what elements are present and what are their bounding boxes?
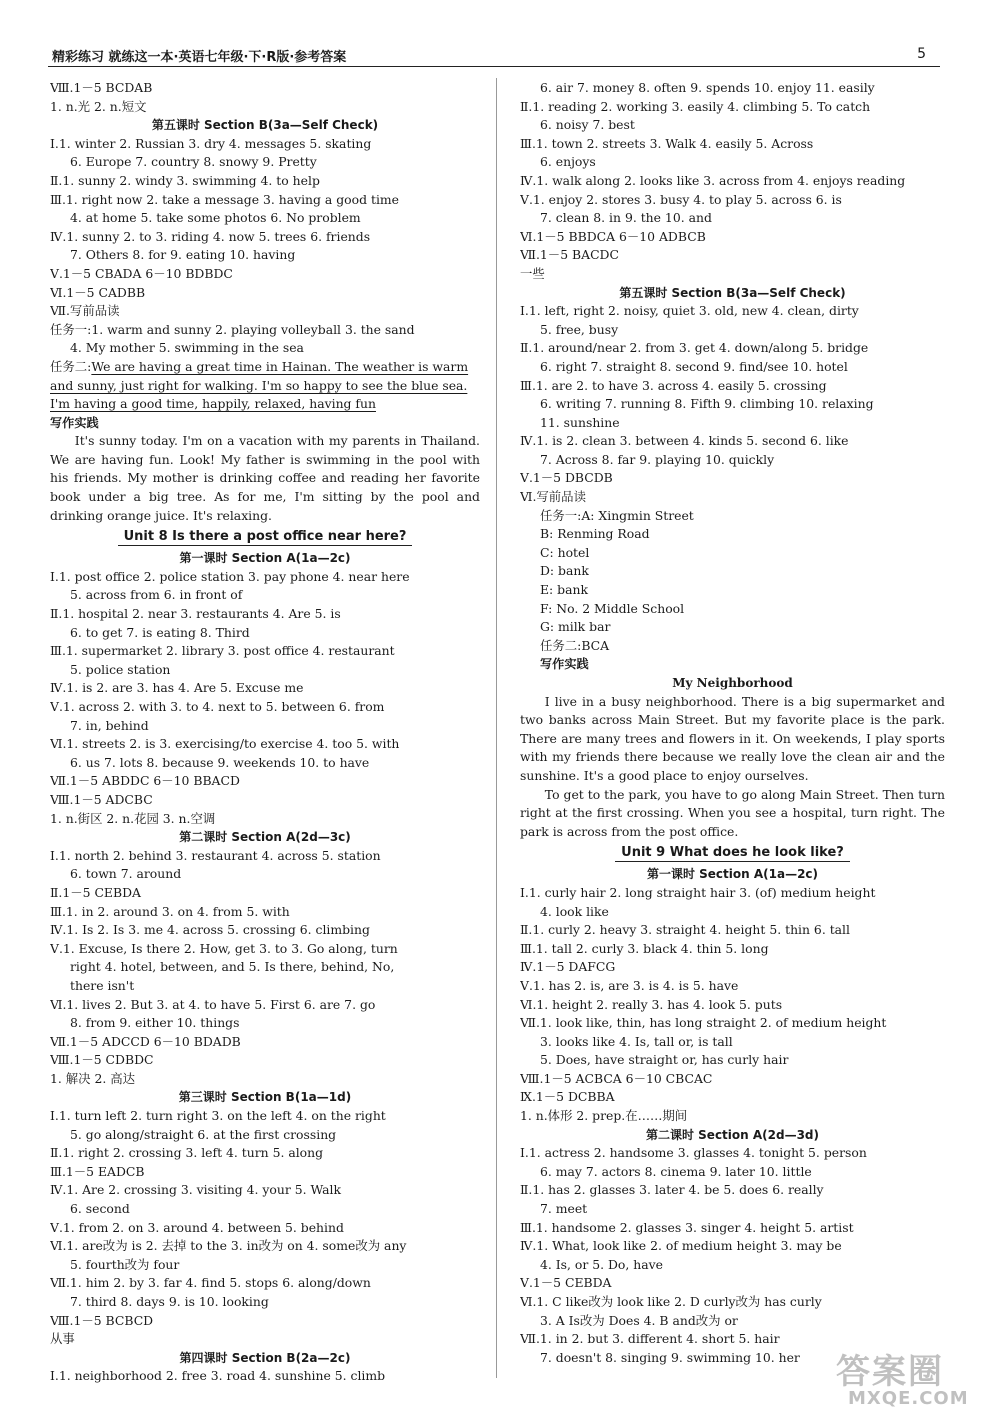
answer-lines-left-top: [50, 79, 480, 358]
unit-8-label: Unit 8 Is there a post office near here?: [118, 529, 413, 546]
task2-block: [50, 358, 480, 414]
task2-text: We are having a great time in Hainan. The weather is warm and sunny, just right for walking. I'm so happy to see the blue sea. I'm having a good time, happily, relaxed, having fun: [50, 358, 469, 412]
answer-line: 5. across from 6. in front of: [70, 587, 243, 603]
answer-line: 8. from 9. either 10. things: [70, 1015, 240, 1031]
answer-line: Ⅴ.1－5 CBADA 6－10 BDBDC: [50, 265, 233, 281]
answer-lines-left-bottom: [50, 549, 480, 1386]
answer-line: Ⅷ.1－5 BCBCD: [50, 1312, 154, 1328]
answer-line: Ⅳ.1. What, look like 2. of medium height 3. may be: [520, 1238, 842, 1254]
column-divider: [496, 78, 497, 1378]
answer-line: Ⅱ.1. sunny 2. windy 3. swimming 4. to help: [50, 172, 320, 188]
answer-line: 一些: [520, 265, 545, 281]
task2-label: 任务二:: [50, 358, 92, 374]
answer-line: Ⅲ.1. town 2. streets 3. Walk 4. easily 5. Across: [520, 135, 814, 151]
answer-line: Ⅴ.1. across 2. with 3. to 4. next to 5. between 6. from: [50, 699, 385, 714]
answer-line: Ⅶ.写前品读: [50, 303, 120, 319]
answer-line: 5. go along/straight 6. at the first crossing: [70, 1126, 337, 1142]
answer-line: 任务一:1. warm and sunny 2. playing volleyball 3. the sand: [50, 321, 415, 337]
answer-line: 6. us 7. lots 8. because 9. weekends 10. to have: [70, 754, 370, 770]
answer-line: Ⅵ.1. C like改为 look like 2. D curly改为 has curly: [520, 1294, 822, 1309]
answer-line: 第五课时 Section B(3a—Self Check): [151, 118, 379, 133]
unit-9-title: [520, 841, 945, 865]
answer-line: there isn't: [70, 977, 135, 993]
answer-line: Ⅴ.1－5 DBCDB: [520, 470, 613, 486]
answer-line: 第一课时 Section A(1a—2c): [646, 867, 819, 882]
answer-line: Ⅱ.1－5 CEBDA: [50, 884, 141, 900]
answer-line: 7. meet: [540, 1201, 588, 1217]
answer-line: 6. Europe 7. country 8. snowy 9. Pretty: [70, 154, 317, 170]
answer-line: B: Renming Road: [540, 526, 650, 542]
answer-line: Ⅸ.1－5 DCBBA: [520, 1089, 615, 1105]
answer-line: Ⅶ.1. him 2. by 3. far 4. find 5. stops 6. along/down: [50, 1275, 371, 1291]
answer-line: Ⅱ.1. hospital 2. near 3. restaurants 4. Are 5. is: [50, 606, 341, 622]
answer-line: Ⅶ.1－5 ADCCD 6－10 BDADB: [50, 1033, 241, 1049]
answer-line: 4. Is, or 5. Do, have: [540, 1256, 663, 1272]
answer-line: Ⅲ.1. right now 2. take a message 3. having a good time: [50, 191, 399, 207]
answer-line: Ⅱ.1. has 2. glasses 3. later 4. be 5. does 6. really: [520, 1182, 824, 1198]
answer-line: Ⅴ.1. has 2. is, are 3. is 4. is 5. have: [520, 977, 739, 993]
answer-line: 5. free, busy: [540, 321, 619, 337]
answer-line: 6. air 7. money 8. often 9. spends 10. enjoy 11. easily: [540, 80, 875, 95]
answer-line: Ⅴ.1－5 CEBDA: [520, 1275, 612, 1291]
answer-line: 写作实践: [540, 657, 589, 672]
answer-line: 6. second: [70, 1201, 130, 1217]
watermark-bottom-text: MXQE.COM: [848, 1388, 969, 1409]
answer-line: 4. look like: [540, 903, 609, 919]
answer-line: Ⅲ.1. in 2. around 3. on 4. from 5. with: [50, 903, 290, 919]
header-title: 精彩练习 就练这一本·英语七年级·下·R版·参考答案: [52, 50, 347, 65]
answer-line: 任务二:BCA: [540, 637, 610, 653]
answer-line: Ⅱ.1. right 2. crossing 3. left 4. turn 5. along: [50, 1145, 324, 1161]
unit-9-label: Unit 9 What does he look like?: [615, 845, 850, 862]
answer-line: 7. in, behind: [70, 717, 149, 733]
answer-line: Ⅰ.1. actress 2. handsome 3. glasses 4. tonight 5. person: [520, 1145, 867, 1161]
answer-lines-right-top: [520, 79, 945, 674]
answer-line: Ⅵ.写前品读: [520, 489, 586, 505]
answer-line: Ⅵ.1. height 2. really 3. has 4. look 5. puts: [520, 996, 783, 1012]
answer-line: Ⅷ.1－5 CDBDC: [50, 1052, 154, 1068]
answer-line: Ⅷ.1－5 BCDAB: [50, 80, 153, 95]
answer-line: 7. Others 8. for 9. eating 10. having: [70, 247, 296, 263]
answer-line: 11. sunshine: [540, 414, 620, 430]
answer-line: 3. A Is改为 Does 4. B and改为 or: [540, 1312, 738, 1328]
answer-line: 第二课时 Section A(2d—3d): [645, 1127, 820, 1142]
answer-line: Ⅱ.1. curly 2. heavy 3. straight 4. height 5. thin 6. tall: [520, 922, 850, 938]
answer-line: Ⅵ.1. streets 2. is 3. exercising/to exercise 4. too 5. with: [50, 736, 400, 752]
answer-line: Ⅶ.1. in 2. but 3. different 4. short 5. hair: [520, 1331, 780, 1347]
composition-paragraph-1: I live in a busy neighborhood. There is a big supermarket and two banks across Main Street. But my favorite place is the park. There are many trees and flowers in it. On weekends, I play sports with my friends there because we really love the clean air and the sunshine. It's a good place to enjoy ourselves.: [520, 693, 945, 783]
answer-line: 1. n.光 2. n.短文: [50, 98, 147, 114]
answer-line: 7. clean 8. in 9. the 10. and: [540, 210, 712, 226]
composition-title: My Neighborhood: [672, 676, 793, 690]
answer-line: Ⅱ.1. reading 2. working 3. easily 4. climbing 5. To catch: [520, 98, 871, 114]
answer-line: 7. third 8. days 9. is 10. looking: [70, 1294, 269, 1309]
writing-heading: 写作实践: [50, 415, 99, 430]
answer-line: Ⅳ.1－5 DAFCG: [520, 959, 616, 975]
answer-line: 第一课时 Section A(1a—2c): [179, 551, 351, 566]
unit-8-title: [50, 525, 480, 549]
answer-line: Ⅶ.1－5 ABDDC 6－10 BBACD: [50, 773, 240, 789]
answer-line: Ⅵ.1. lives 2. But 3. at 4. to have 5. First 6. are 7. go: [50, 996, 376, 1012]
answer-line: Ⅳ.1. Is 2. Is 3. me 4. across 5. crossing 6. climbing: [50, 922, 370, 938]
answer-line: Ⅰ.1. winter 2. Russian 3. dry 4. messages 5. skating: [50, 135, 372, 151]
answer-line: Ⅰ.1. neighborhood 2. free 3. road 4. sunshine 5. climb: [50, 1368, 386, 1384]
right-column: [520, 79, 945, 1367]
answer-line: 6. may 7. actors 8. cinema 9. later 10. little: [540, 1163, 812, 1179]
answer-line: Ⅶ.1. look like, thin, has long straight 2. of medium height: [520, 1015, 887, 1031]
composition-paragraph-2: To get to the park, you have to go along Main Street. Then turn right at the first crossing. When you see a hospital, turn right. The park is across from the post office.: [520, 786, 945, 839]
left-column: [50, 79, 480, 1386]
answer-line: Ⅳ.1. sunny 2. to 3. riding 4. now 5. trees 6. friends: [50, 228, 371, 244]
answer-line: Ⅵ.1. are改为 is 2. 去掉 to the 3. in改为 on 4. some改为 any: [50, 1238, 407, 1254]
answer-line: 第三课时 Section B(1a—1d): [178, 1090, 352, 1105]
watermark-top-text: 答案圈: [836, 1352, 944, 1392]
answer-line: Ⅷ.1－5 ADCBC: [50, 791, 153, 807]
answer-line: Ⅳ.1. is 2. are 3. has 4. Are 5. Excuse me: [50, 680, 304, 696]
answer-line: 第五课时 Section B(3a—Self Check): [619, 285, 846, 300]
answer-line: 1. n.街区 2. n.花园 3. n.空调: [50, 810, 216, 826]
answer-line: Ⅲ.1. are 2. to have 3. across 4. easily 5. crossing: [520, 377, 827, 393]
answer-line: Ⅶ.1－5 BACDC: [520, 247, 619, 263]
site-watermark-logo: [816, 1344, 986, 1414]
answer-line: 5. police station: [70, 661, 171, 677]
answer-line: Ⅳ.1. walk along 2. looks like 3. across from 4. enjoys reading: [520, 172, 906, 188]
answer-line: 从事: [50, 1331, 75, 1347]
answer-line: 4. My mother 5. swimming in the sea: [70, 340, 304, 356]
answer-line: G: milk bar: [540, 619, 611, 635]
answer-line: 5. fourth改为 four: [70, 1256, 180, 1272]
answer-line: C: hotel: [540, 544, 590, 560]
answer-line: Ⅰ.1. left, right 2. noisy, quiet 3. old, new 4. clean, dirty: [520, 303, 859, 319]
answer-line: 1. 解决 2. 高达: [50, 1070, 136, 1086]
answer-line: Ⅷ.1－5 ACBCA 6－10 CBCAC: [520, 1070, 713, 1086]
answer-line: Ⅲ.1. tall 2. curly 3. black 4. thin 5. long: [520, 940, 769, 956]
answer-line: D: bank: [540, 563, 589, 579]
answer-line: right 4. hotel, between, and 5. Is there, behind, No,: [70, 959, 395, 975]
answer-line: Ⅴ.1. from 2. on 3. around 4. between 5. behind: [50, 1219, 344, 1235]
answer-line: 1. n.体形 2. prep.在……期间: [520, 1108, 688, 1124]
page-number: 5: [917, 46, 926, 62]
answer-line: Ⅲ.1－5 EADCB: [50, 1163, 145, 1179]
answer-line: Ⅳ.1. Are 2. crossing 3. visiting 4. your 5. Walk: [50, 1182, 342, 1198]
answer-line: 3. looks like 4. Is, tall or, is tall: [540, 1033, 733, 1049]
answer-line: 6. enjoys: [540, 154, 596, 170]
answer-lines-right-bottom: [520, 865, 945, 1367]
writing-paragraph: It's sunny today. I'm on a vacation with my parents in Thailand. We are having fun. Look! My father is swimming in the pool with his friends. My mother is drinking coffee and reading her favorite book under a big tree. As for me, I'm sitting by the pool and drinking orange juice. It's relaxing.: [50, 433, 480, 523]
answer-line: 7. Across 8. far 9. playing 10. quickly: [540, 451, 775, 467]
answer-line: 5. Does, have straight or, has curly hair: [540, 1052, 789, 1068]
answer-line: 第二课时 Section A(2d—3c): [179, 830, 351, 845]
answer-line: 6. to get 7. is eating 8. Third: [70, 624, 250, 640]
answer-line: F: No. 2 Middle School: [540, 600, 685, 616]
answer-line: Ⅱ.1. around/near 2. from 3. get 4. down/along 5. bridge: [520, 340, 869, 356]
answer-line: Ⅰ.1. north 2. behind 3. restaurant 4. across 5. station: [50, 847, 381, 863]
answer-line: Ⅰ.1. post office 2. police station 3. pay phone 4. near here: [50, 568, 410, 584]
answer-line: Ⅰ.1. turn left 2. turn right 3. on the left 4. on the right: [50, 1108, 386, 1124]
answer-line: Ⅲ.1. handsome 2. glasses 3. singer 4. height 5. artist: [520, 1219, 854, 1235]
answer-line: Ⅰ.1. curly hair 2. long straight hair 3. (of) medium height: [520, 884, 876, 900]
answer-line: Ⅴ.1. Excuse, Is there 2. How, get 3. to 3. Go along, turn: [50, 940, 398, 956]
answer-line: Ⅵ.1－5 CADBB: [50, 284, 146, 300]
answer-line: 4. at home 5. take some photos 6. No problem: [70, 210, 361, 226]
answer-line: 6. noisy 7. best: [540, 117, 635, 133]
answer-line: 6. writing 7. running 8. Fifth 9. climbing 10. relaxing: [540, 396, 874, 412]
answer-line: Ⅳ.1. is 2. clean 3. between 4. kinds 5. second 6. like: [520, 433, 849, 449]
answer-line: 第四课时 Section B(2a—2c): [179, 1350, 351, 1365]
answer-line: Ⅴ.1. enjoy 2. stores 3. busy 4. to play 5. across 6. is: [520, 191, 842, 207]
answer-line: Ⅲ.1. supermarket 2. library 3. post office 4. restaurant: [50, 643, 395, 659]
answer-line: 7. doesn't 8. singing 9. swimming 10. her: [540, 1349, 800, 1365]
answer-line: E: bank: [540, 582, 588, 598]
answer-line: 6. right 7. straight 8. second 9. find/see 10. hotel: [540, 358, 848, 374]
answer-line: 任务一:A: Xingmin Street: [540, 507, 694, 523]
answer-line: Ⅵ.1－5 BBDCA 6－10 ADBCB: [520, 228, 706, 244]
page-header: [48, 44, 940, 67]
answer-line: 6. town 7. around: [70, 866, 182, 882]
